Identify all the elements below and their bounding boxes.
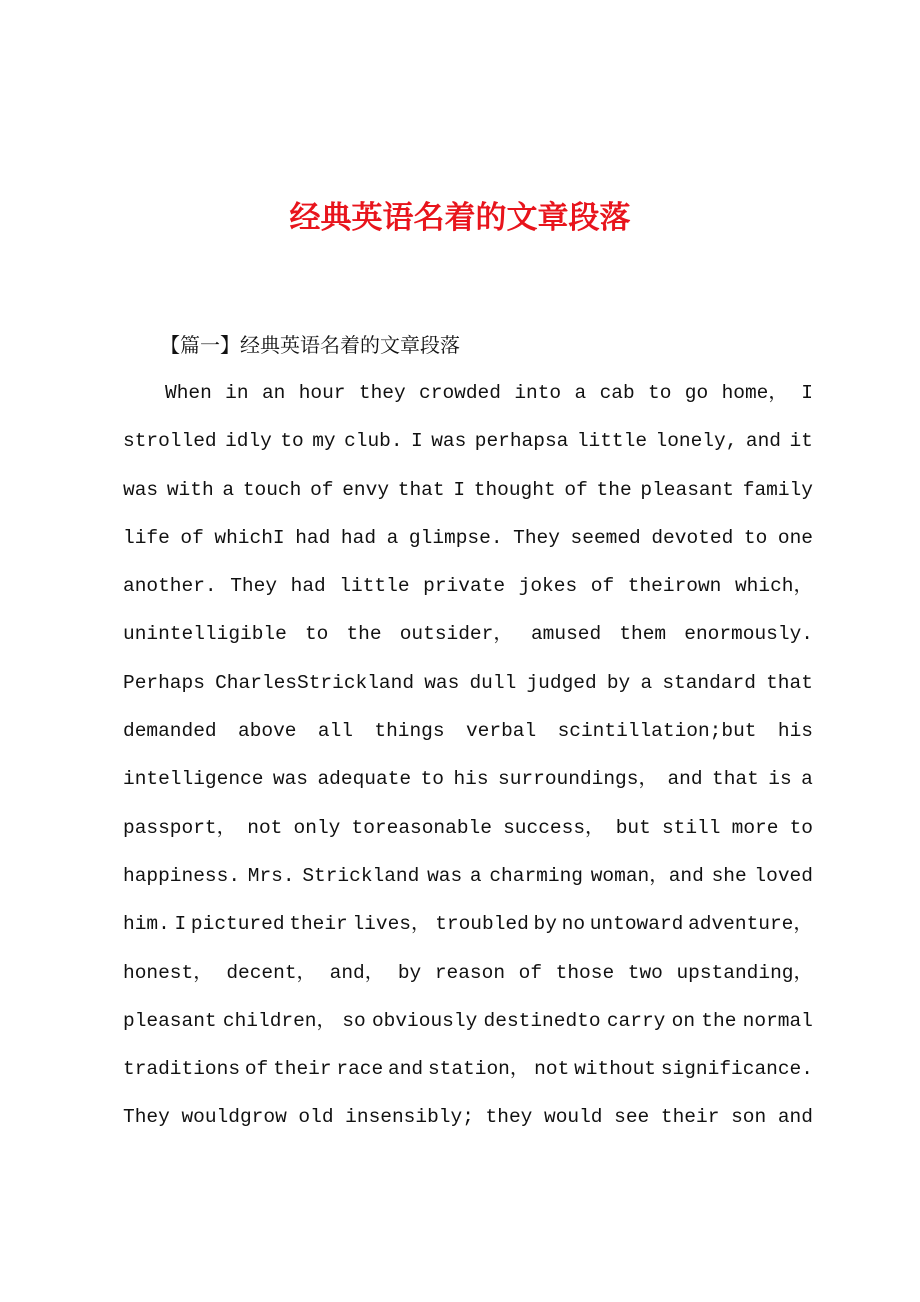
word: private — [423, 575, 506, 598]
word: a — [386, 526, 399, 549]
word: a — [801, 768, 813, 791]
word: son — [731, 1106, 767, 1129]
word: I — [453, 478, 466, 501]
word: by — [397, 961, 422, 984]
word: obviously — [371, 1009, 478, 1032]
word: upstanding， — [676, 961, 813, 984]
word: life — [123, 526, 170, 549]
word: their — [273, 1058, 332, 1081]
word: success， — [503, 816, 605, 839]
word: of — [180, 526, 204, 549]
word: which， — [734, 575, 813, 598]
word: thought — [473, 478, 556, 501]
word: only — [293, 816, 341, 839]
word: club. — [344, 430, 403, 453]
word: loved — [754, 864, 813, 887]
word: Strickland — [302, 864, 420, 887]
word: to — [280, 430, 304, 453]
word: traditions — [123, 1058, 241, 1081]
word: to — [304, 623, 329, 646]
text-line — [123, 755, 813, 803]
word: dull — [469, 671, 517, 694]
word: a — [469, 864, 482, 887]
word: a — [574, 382, 587, 404]
word: him. — [123, 913, 170, 936]
word: enormously. — [684, 623, 813, 646]
word: had — [290, 575, 326, 598]
word: to — [648, 382, 672, 404]
word: whichI — [214, 526, 285, 549]
word: crowded — [419, 382, 501, 404]
document-title: 经典英语名着的文章段落 — [289, 200, 631, 236]
word: of — [564, 478, 588, 501]
word: a — [640, 671, 653, 694]
word: it — [789, 430, 813, 453]
word: the — [596, 478, 632, 501]
word: outsider， — [399, 623, 513, 646]
word: with — [166, 478, 214, 501]
word: old — [298, 1106, 334, 1129]
word: woman，and — [590, 864, 704, 887]
text-line — [123, 1045, 813, 1093]
word: glimpse. — [408, 526, 503, 549]
word: destinedto — [483, 1009, 601, 1032]
text-line — [123, 514, 813, 562]
word: their — [660, 1106, 720, 1129]
word: another. — [123, 575, 217, 598]
word: theirown — [627, 575, 722, 598]
word: insensibly; — [345, 1106, 474, 1129]
text-line — [123, 562, 813, 610]
word: to — [789, 816, 813, 839]
text-line — [123, 804, 813, 852]
word: in — [225, 382, 249, 404]
word: significance. — [660, 1058, 813, 1081]
word: she — [711, 864, 747, 887]
word: reason — [434, 961, 506, 984]
word: had — [295, 526, 331, 549]
word: would — [544, 1106, 603, 1129]
word: without — [574, 1058, 657, 1081]
word: troubled — [435, 913, 529, 936]
word: my — [312, 430, 336, 453]
word: amused — [530, 623, 602, 646]
word: was — [272, 768, 309, 791]
word: idly — [225, 430, 272, 453]
word: happiness. — [123, 864, 241, 887]
word: was — [123, 478, 159, 501]
word: and — [388, 1058, 424, 1081]
word: untoward — [589, 913, 684, 936]
word: one — [777, 526, 813, 549]
text-line — [123, 997, 813, 1045]
word: carry — [606, 1009, 666, 1032]
text-line — [123, 707, 813, 755]
word: pleasant — [640, 478, 735, 501]
word: little — [576, 430, 648, 453]
word: touch — [242, 478, 302, 501]
word: intelligence — [123, 768, 264, 791]
text-line — [123, 466, 813, 514]
word: above — [238, 720, 297, 743]
word: envy — [342, 478, 390, 501]
word: strolled — [123, 430, 217, 453]
word: into — [514, 382, 562, 404]
word: by — [606, 671, 631, 694]
word: lives， — [352, 913, 431, 936]
word: two — [627, 961, 663, 984]
word: When — [165, 382, 212, 404]
word: pictured — [190, 913, 285, 936]
word: wouldgrow — [181, 1106, 287, 1129]
text-line — [123, 659, 813, 707]
word: They — [513, 526, 560, 549]
word: They — [123, 1106, 170, 1129]
word: to — [743, 526, 768, 549]
word: the — [346, 623, 382, 646]
word: no — [561, 913, 586, 936]
word: was — [424, 671, 460, 694]
word: adventure， — [688, 913, 813, 936]
word: toreasonable — [351, 816, 492, 839]
word: and — [745, 430, 781, 453]
word: go — [684, 382, 709, 404]
word: they — [485, 1106, 533, 1129]
word: and， — [329, 961, 385, 984]
word: family — [742, 478, 813, 501]
word: normal — [742, 1009, 813, 1032]
body-paragraph — [123, 369, 813, 1142]
word: They — [230, 575, 278, 598]
word: the — [701, 1009, 737, 1032]
word: had — [340, 526, 377, 549]
word: see — [614, 1106, 650, 1129]
word: those — [555, 961, 615, 984]
word: CharlesStrickland — [215, 671, 415, 694]
word: charming — [489, 864, 583, 887]
word: scintillation;but — [557, 720, 757, 743]
word: little — [339, 575, 410, 598]
word: home， — [721, 382, 788, 404]
word: that — [397, 478, 445, 501]
word: and — [667, 768, 703, 791]
word: adequate — [317, 768, 412, 791]
word: of — [518, 961, 543, 984]
word: a — [222, 478, 235, 501]
word: they — [358, 382, 406, 404]
text-line — [123, 852, 813, 900]
text-line — [123, 610, 813, 658]
word: verbal — [465, 720, 537, 743]
word: Perhaps — [123, 671, 205, 694]
word: lonely, — [655, 430, 738, 453]
word: seemed — [570, 526, 641, 549]
text-line — [123, 900, 813, 948]
word: was — [427, 864, 463, 887]
word: Mrs. — [247, 864, 295, 887]
word: I — [801, 382, 813, 404]
word: so — [342, 1009, 366, 1032]
section-heading: 【篇一】经典英语名着的文章段落 — [160, 333, 460, 357]
word: and — [777, 1106, 813, 1129]
text-line — [123, 369, 813, 417]
word: of — [244, 1058, 269, 1081]
word: of — [590, 575, 615, 598]
word: standard — [662, 671, 756, 694]
word: surroundings， — [498, 768, 658, 791]
word: station， — [427, 1058, 530, 1081]
word: to — [420, 768, 444, 791]
word: pleasant — [123, 1009, 217, 1032]
word: but — [615, 816, 651, 839]
word: children， — [222, 1009, 337, 1032]
word: their — [289, 913, 348, 936]
word: cab — [599, 382, 635, 404]
word: devoted — [651, 526, 734, 549]
word: perhapsa — [474, 430, 569, 453]
text-line — [123, 417, 813, 465]
word: all — [317, 720, 353, 743]
word: passport， — [123, 816, 237, 839]
word: unintelligible — [123, 623, 287, 646]
word: of — [310, 478, 334, 501]
word: his — [777, 720, 813, 743]
word: I — [411, 430, 423, 453]
word: judged — [526, 671, 597, 694]
word: demanded — [123, 720, 217, 743]
word: things — [374, 720, 445, 743]
word: still — [661, 816, 721, 839]
word: hour — [298, 382, 346, 404]
word: not — [247, 816, 283, 839]
word: that — [766, 671, 813, 694]
word: jokes — [518, 575, 578, 598]
text-line — [123, 949, 813, 997]
word: more — [731, 816, 779, 839]
word: by — [533, 913, 557, 936]
word: is — [768, 768, 792, 791]
word: on — [671, 1009, 696, 1032]
text-line — [123, 1093, 813, 1141]
word: an — [261, 382, 286, 404]
word: that — [712, 768, 759, 791]
word: I — [174, 913, 187, 936]
word: decent， — [226, 961, 317, 984]
word: was — [431, 430, 467, 453]
word: honest， — [123, 961, 213, 984]
word: race — [336, 1058, 384, 1081]
word: his — [453, 768, 489, 791]
word: not — [534, 1058, 570, 1081]
word: them — [619, 623, 667, 646]
